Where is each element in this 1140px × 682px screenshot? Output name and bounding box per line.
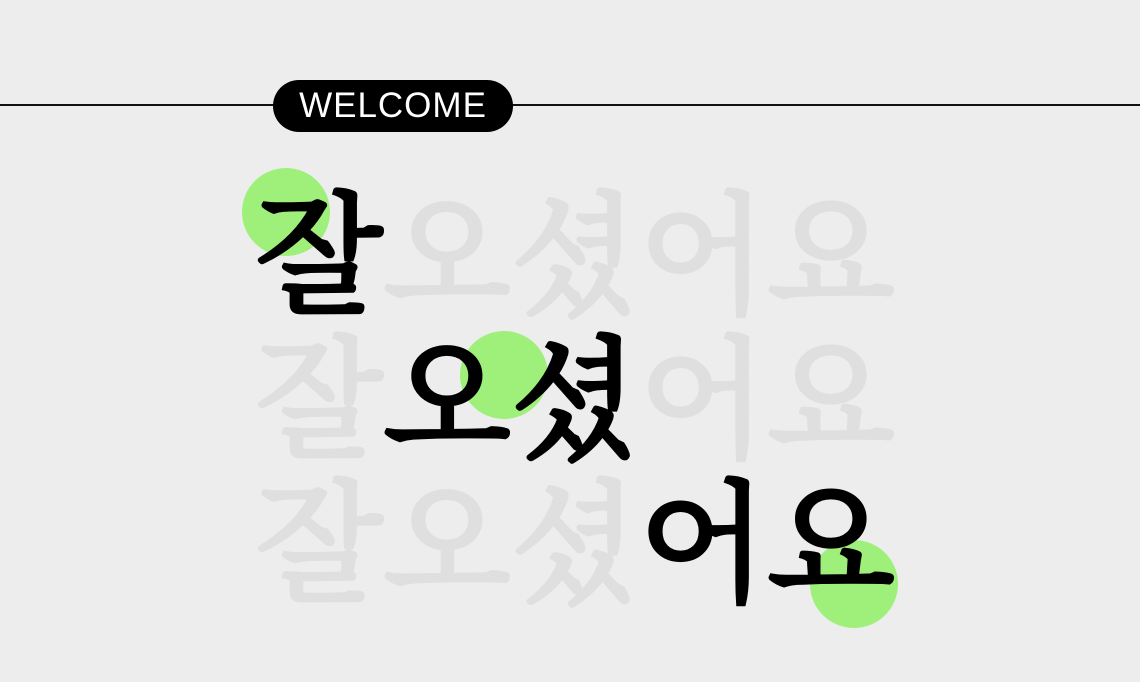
- headline-char: 어: [639, 324, 767, 478]
- headline-char: 오: [383, 324, 511, 478]
- headline-row-2: [255, 324, 915, 478]
- headline-char: 셨: [511, 180, 639, 334]
- headline-char: 요: [767, 324, 895, 478]
- headline-char: 잘: [255, 180, 383, 334]
- headline-char: 잘: [255, 324, 383, 478]
- headline-char: 오: [383, 468, 511, 622]
- headline-char: 잘: [255, 468, 383, 622]
- headline-char: 오: [383, 180, 511, 334]
- headline-char: 셨: [511, 324, 639, 478]
- headline-char: 요: [767, 180, 895, 334]
- divider-line: [0, 104, 1140, 106]
- headline-char: 어: [639, 468, 767, 622]
- headline-row-3: [255, 468, 915, 622]
- headline-row-1: [255, 180, 915, 334]
- headline-char: 어: [639, 180, 767, 334]
- headline-char: 셨: [511, 468, 639, 622]
- headline-char: 요: [767, 468, 895, 622]
- welcome-badge: WELCOME: [273, 80, 513, 132]
